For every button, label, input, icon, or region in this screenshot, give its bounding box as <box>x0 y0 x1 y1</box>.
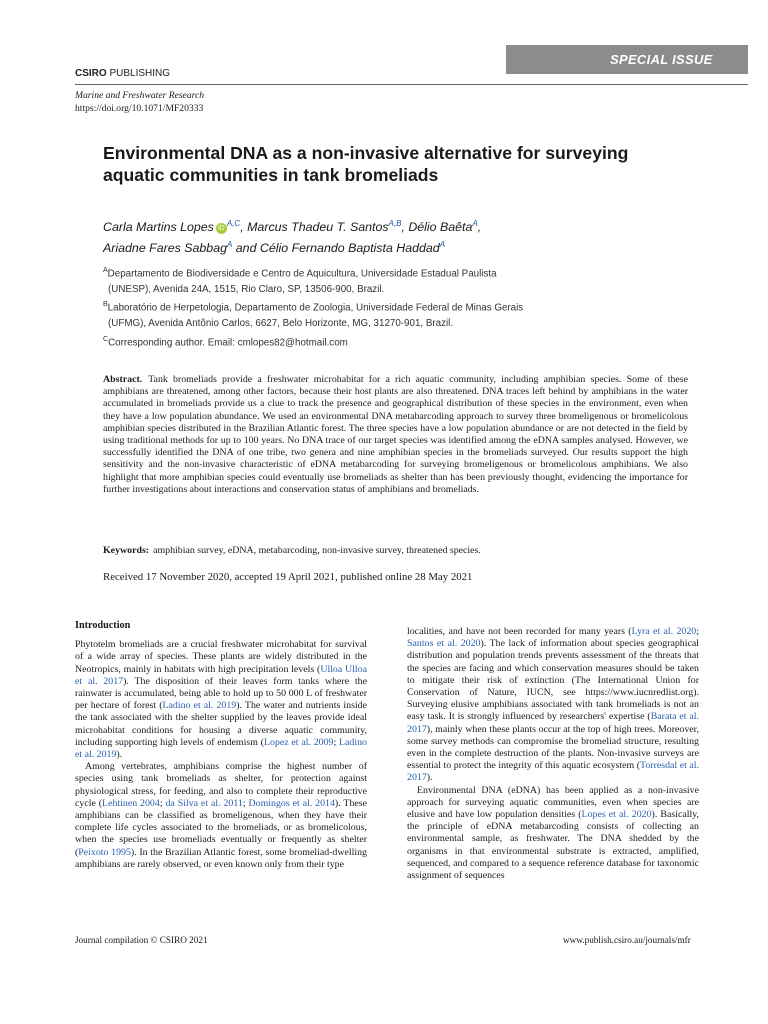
paragraph: localities, and have not been recorded for many years (Lyra et al. 2020; Santos et al. 2020). The lack of information about species geographical distribution and population trends prevents assessment of the threats that the species are facing and which conservation measures should be taken to mitigate their risk of extinction (The International Union for Conservation of Nature, IUCN, see https://www.iucnredlist.org). Surveying elusive amphibians associated with tank bromeliads is not an easy task. It is strongly influenced by researchers' expertise (Barata et al. 2017), mainly when these plants occur at the top of high trees. Moreover, some survey methods can compromise the bromeliad structure, resulting even in the complete destruction of the plants. Non-invasive surveys are essential to protect the integrity of this aquatic ecosystem (Torresdal et al. 2017). <box>407 626 699 784</box>
corresponding-author: $^C$Corresponding author. Email: cmlopes82@hotmail.com <box>103 335 348 348</box>
abstract-label: Abstract. <box>103 374 143 385</box>
author-affiliation-mark: A,B <box>388 219 402 228</box>
body-column-right <box>407 626 699 882</box>
author-affiliation-mark: A <box>227 240 233 250</box>
citation-link[interactable]: Domingos et al. 2014 <box>248 797 335 809</box>
citation-link[interactable]: Barata et al. 2017 <box>407 711 699 735</box>
citation-link[interactable]: Lopes et al. 2020 <box>581 809 652 821</box>
abstract <box>103 374 688 496</box>
citation-link[interactable]: da Silva et al. 2011 <box>165 797 243 809</box>
affiliation-a: $^A$Departamento de Biodiversidade e Centro de Aquicultura, Universidade Estadual Paulista <box>103 267 497 280</box>
author-line-1 <box>103 215 703 236</box>
citation-link[interactable]: Ladino et al. 2019 <box>75 736 367 761</box>
citation-link[interactable]: Lopez et al. 2009 <box>263 736 334 748</box>
paragraph: Environmental DNA (eDNA) has been applied as a non-invasive approach for surveying aquatic communities, even when species are elusive and have low population densities (Lopes et al. 2020). Basically, the principle of eDNA metabarcoding consists of collecting an environmental sample, as freshwater. The DNA shedded by the organisms in that environmental substrate is extracted, amplified, sequenced, and compared to a sequence reference database for taxonomic assignment of sequences <box>407 784 699 882</box>
author-affiliation-mark: A,C <box>226 219 241 228</box>
header-divider <box>75 84 748 85</box>
journal-name: Marine and Freshwater Research <box>75 90 205 101</box>
affiliations <box>103 263 703 350</box>
citation-link[interactable]: Ladino et al. 2019 <box>162 700 237 712</box>
special-issue-banner: SPECIAL ISSUE <box>506 45 748 74</box>
author-name[interactable]: , Délio Baêta <box>401 220 473 235</box>
author-line-2 <box>103 236 703 257</box>
publisher-logo: CSIRO PUBLISHING <box>75 68 171 79</box>
author-affiliation-mark: A <box>472 219 478 228</box>
citation-link[interactable]: Ulloa Ulloa et al. 2017 <box>75 663 367 687</box>
article-title: Environmental DNA as a non-invasive alternative for surveying aquatic communities in tank bromeliads <box>103 143 629 185</box>
received-dates: Received 17 November 2020, accepted 19 April 2021, published online 28 May 2021 <box>103 571 473 583</box>
keywords-label: Keywords: <box>103 545 150 556</box>
keywords-text: amphibian survey, eDNA, metabarcoding, non-invasive survey, threatened species. <box>153 545 481 556</box>
citation-link[interactable]: Peixoto 1995 <box>78 846 131 858</box>
author-list <box>103 215 703 257</box>
body-column-left <box>75 620 367 871</box>
author-separator: , <box>477 220 482 235</box>
citation-link[interactable]: Torresdal et al. 2017 <box>407 760 699 784</box>
doi-link[interactable]: https://doi.org/10.1071/MF20333 <box>75 103 204 114</box>
citation-link[interactable]: Lehtinen 2004 <box>102 797 160 809</box>
abstract-text: Tank bromeliads provide a freshwater microhabitat for a rich aquatic community, including amphibian species. Some of these amphibians are threatened, among other factors, because their host plants are also threatened. DNA traces left behind by amphibians in the water accumulated in bromeliads provide us a clue to track the presence and geographical distribution of these species in the environment, even when they have a low population abundance. We used an environmental DNA metabarcoding approach to survey three bromeligenous or bromelicolous amphibian species distributed in the Brazilian Atlantic forest. The three species have a low population abundance or are not detected in the field by using traditional methods for up to 100 years. No DNA trace of our target species was identified among the eDNA samples analysed. However, we successfully identified the DNA of one tribe, two genera and nine amphibian species in the bromeliads surveyed. Our results support the high sensitivity and the non-invasive characteristic of eDNA metabarcoding for surveying bromeligenous or bromelicolous amphibians. We also highlight that more amphibian species could eventually use bromeliads as shelter than has been previously thought, evidencing the importance for further investigations about interactions and conservation status of amphibians and bromeliads. <box>103 374 688 495</box>
paragraph: Among vertebrates, amphibians comprise the highest number of species using tank bromeliads as shelter, for protection against physiological stress, for feeding, and also to complete their reproductive cycle (Lehtinen 2004; da Silva et al. 2011; Domingos et al. 2014). These amphibians can be classified as bromeligenous, when they have their complete life cycles associated to the bromeliads, or as bromelicolous, when the species use bromeliads eventually or frequently as shelter (Peixoto 1995). In the Brazilian Atlantic forest, some bromeliad-dwelling amphibians are rarely observed, or even known only from their type <box>75 761 367 870</box>
citation-link[interactable]: Lyra et al. 2020 <box>631 626 697 637</box>
section-heading-introduction: Introduction <box>75 620 131 631</box>
paragraph: Phytotelm bromeliads are a crucial freshwater microhabitat for survival of a wide array of species. These plants are widely distributed in the Neotropics, mainly in habitats with high precipitation levels (Ulloa Ulloa et al. 2017). The disposition of their leaves form tanks where the rainwater is accumulated, being able to hold up to 50 000 L of freshwater per hectare of forest (Ladino et al. 2019). The water and nutrients inside the tank associated with the shelter supplied by the leaves provide ideal microhabitat conditions for housing a diverse aquatic community, including supporting high levels of endemism (Lopez et al. 2009; Ladino et al. 2019). <box>75 639 368 761</box>
keywords <box>103 545 688 556</box>
affiliation-b-cont: (UFMG), Avenida Antônio Carlos, 6627, Belo Horizonte, MG, 31270-901, Brazil. <box>108 318 454 330</box>
author-name[interactable]: Ariadne Fares Sabbag <box>103 241 227 256</box>
footer-url[interactable]: www.publish.csiro.au/journals/mfr <box>563 935 691 945</box>
author-name[interactable]: , Marcus Thadeu T. Santos <box>240 220 389 235</box>
citation-link[interactable]: Santos et al. 2020 <box>407 638 481 650</box>
footer-copyright: Journal compilation © CSIRO 2021 <box>75 935 208 945</box>
orcid-icon[interactable]: iD <box>216 223 227 234</box>
author-name[interactable]: Carla Martins Lopes <box>103 220 214 235</box>
affiliation-a-cont: (UNESP), Avenida 24A, 1515, Rio Claro, SP, 13506-900, Brazil. <box>108 283 385 295</box>
author-name[interactable]: and Célio Fernando Baptista Haddad <box>232 241 440 256</box>
author-affiliation-mark: A <box>439 240 446 250</box>
affiliation-b: $^B$Laboratório de Herpetologia, Departamento de Zoologia, Universidade Federal de Minas Gerais <box>103 301 524 314</box>
